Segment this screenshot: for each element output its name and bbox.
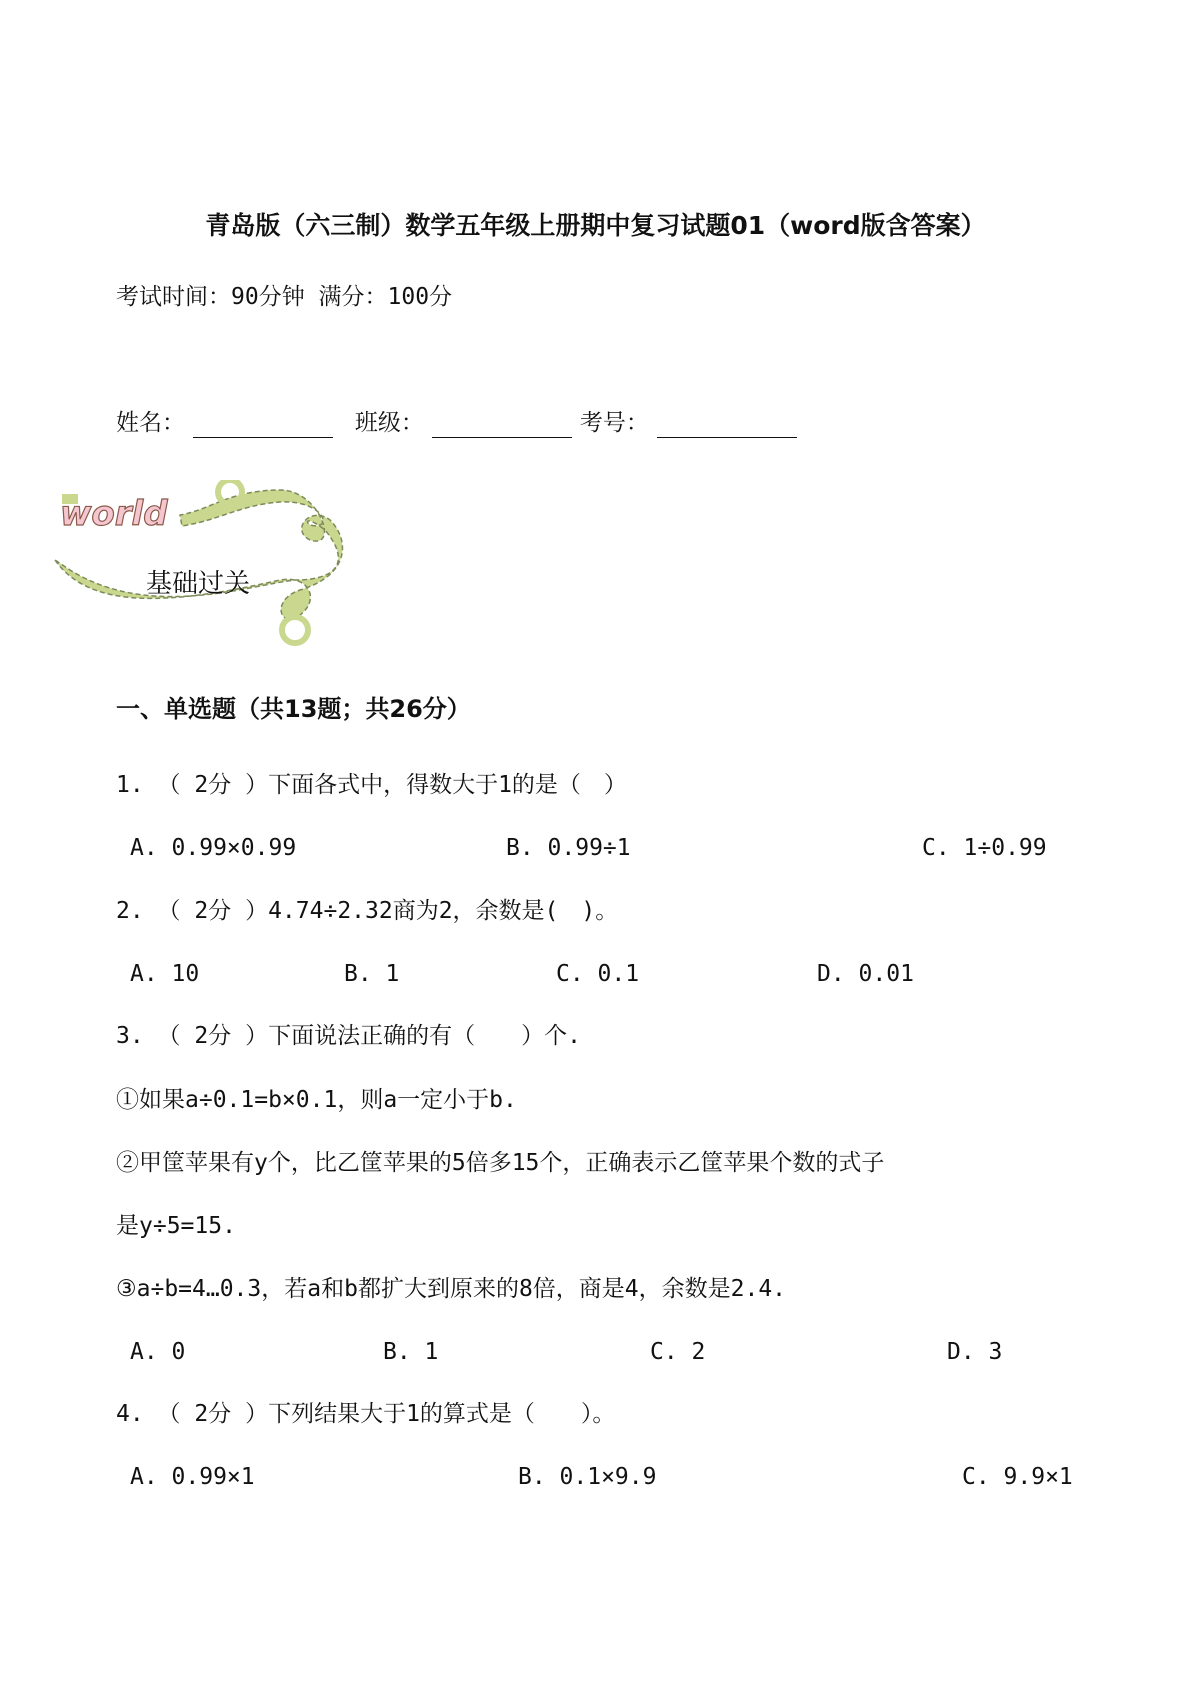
- q3-option-b[interactable]: B. 1: [383, 1339, 439, 1365]
- name-blank[interactable]: [193, 415, 333, 438]
- q3-option-c[interactable]: C. 2: [650, 1339, 706, 1365]
- question-1-stem: 1. （ 2分 ）下面各式中，得数大于1的是（ ）: [116, 772, 627, 798]
- q2-option-a[interactable]: A. 10: [130, 961, 200, 987]
- number-label: 考号：: [579, 410, 649, 436]
- q2-option-d[interactable]: D. 0.01: [817, 961, 914, 987]
- q3-statement-2: ②甲筐苹果有y个，比乙筐苹果的5倍多15个，正确表示乙筐苹果个数的式子: [116, 1150, 885, 1176]
- class-blank[interactable]: [432, 415, 572, 438]
- q2-option-b[interactable]: B. 1: [344, 961, 400, 987]
- q1-option-b[interactable]: B. 0.99÷1: [506, 835, 631, 861]
- q3-option-a[interactable]: A. 0: [130, 1339, 186, 1365]
- world-logo: world: [60, 494, 168, 534]
- q4-option-c[interactable]: C. 9.9×1: [962, 1464, 1073, 1490]
- class-label: 班级：: [354, 410, 424, 436]
- q1-option-a[interactable]: A. 0.99×0.99: [130, 835, 297, 861]
- number-blank[interactable]: [657, 415, 797, 438]
- q4-option-a[interactable]: A. 0.99×1: [130, 1464, 255, 1490]
- question-2-stem: 2. （ 2分 ）4.74÷2.32商为2，余数是( )。: [116, 898, 619, 924]
- q3-option-d[interactable]: D. 3: [947, 1339, 1003, 1365]
- student-info-row: [116, 408, 805, 438]
- q3-statement-1: ①如果a÷0.1=b×0.1，则a一定小于b.: [116, 1087, 517, 1113]
- document-title: 青岛版（六三制）数学五年级上册期中复习试题01（word版含答案）: [205, 211, 986, 240]
- q2-option-c[interactable]: C. 0.1: [556, 961, 640, 987]
- name-label: 姓名：: [116, 410, 185, 436]
- q3-statement-3: ③a÷b=4…0.3，若a和b都扩大到原来的8倍，商是4，余数是2.4.: [116, 1276, 787, 1302]
- q3-statement-2-cont: 是y÷5=15.: [116, 1213, 236, 1239]
- question-4-stem: 4. （ 2分 ）下列结果大于1的算式是（ ）。: [116, 1401, 616, 1427]
- q4-option-b[interactable]: B. 0.1×9.9: [518, 1464, 657, 1490]
- q1-option-c[interactable]: C. 1÷0.99: [922, 835, 1047, 861]
- ribbon-loop: [282, 617, 308, 643]
- banner-label: 基础过关: [146, 569, 251, 599]
- section-heading: 一、单选题（共13题；共26分）: [116, 695, 471, 723]
- exam-info: 考试时间：90分钟 满分：100分: [116, 284, 453, 310]
- question-3-stem: 3. （ 2分 ）下面说法正确的有（ ）个.: [116, 1023, 581, 1049]
